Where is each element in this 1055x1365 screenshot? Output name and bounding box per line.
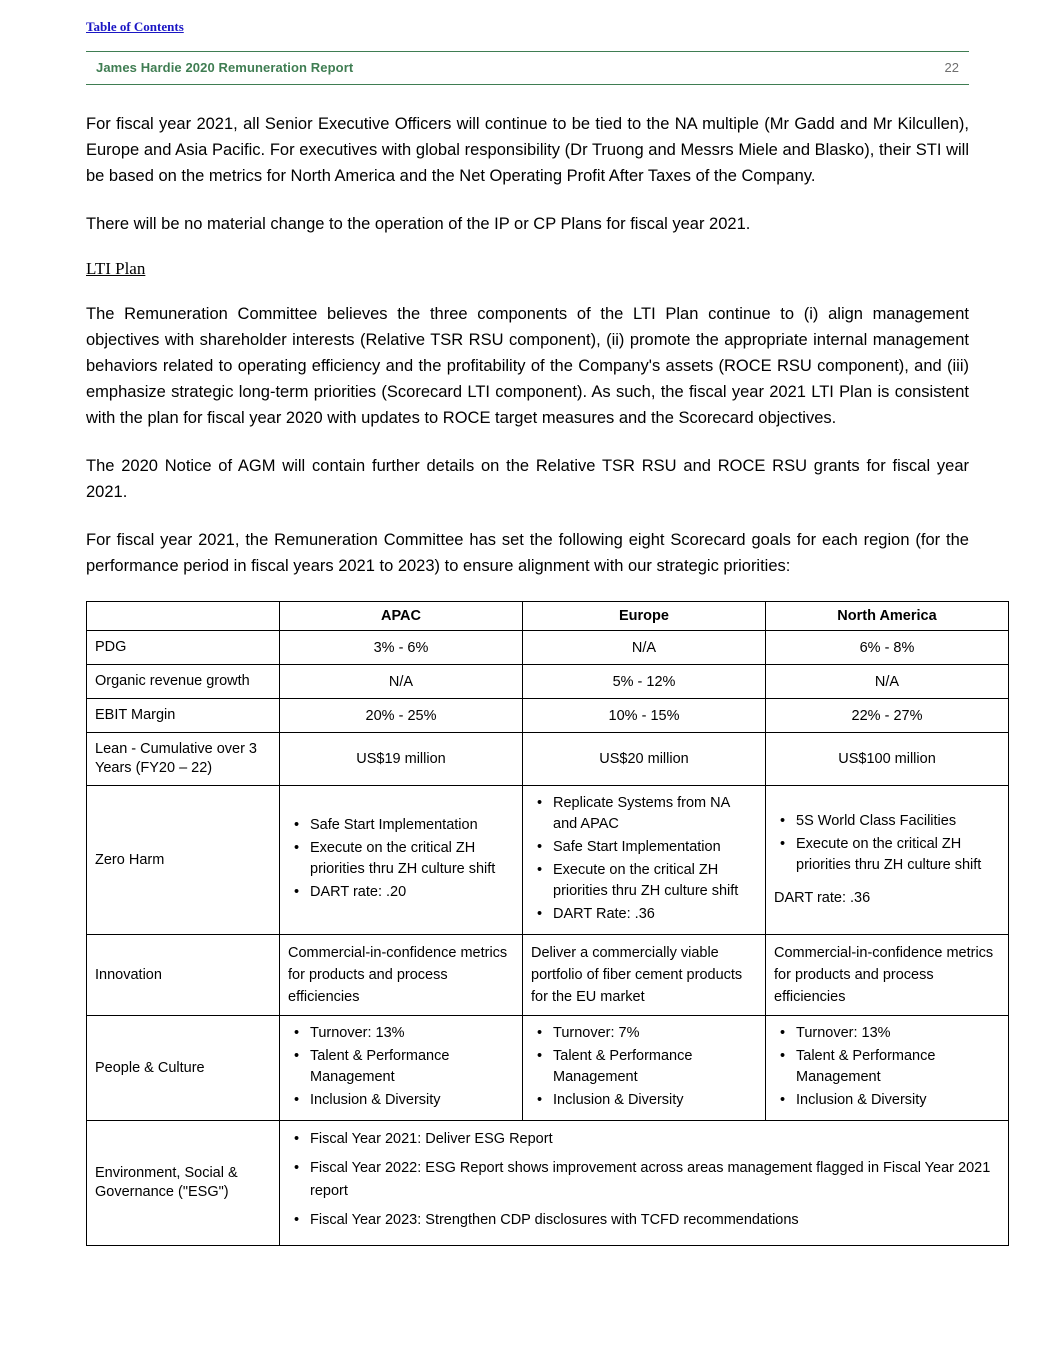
table-row — [87, 935, 1009, 1016]
table-row — [87, 631, 1009, 665]
list-item: • Execute on the critical ZH priorities thru ZH culture shift — [794, 834, 1000, 876]
cell-innovation-europe: Deliver a commercially viable portfolio of fiber cement products for the EU market — [523, 935, 766, 1016]
cell-organic-na: N/A — [766, 665, 1009, 699]
section-heading-lti-plan: LTI Plan — [86, 259, 146, 278]
bullet-list — [531, 1023, 757, 1111]
bullet-list — [531, 793, 757, 925]
bullet-list — [288, 815, 514, 903]
row-label-lean-cumulative: Lean - Cumulative over 3 Years (FY20 – 22) — [87, 733, 280, 786]
cell-people-europe — [523, 1016, 766, 1121]
scorecard-goals-table — [86, 601, 1009, 1246]
cell-lean-na: US$100 million — [766, 733, 1009, 786]
list-item: • Inclusion & Diversity — [308, 1090, 514, 1111]
list-item: • Inclusion & Diversity — [551, 1090, 757, 1111]
report-title: James Hardie 2020 Remuneration Report — [96, 60, 354, 75]
page-number: 22 — [944, 60, 959, 75]
cell-zero-harm-apac — [280, 786, 523, 935]
list-item: • Inclusion & Diversity — [794, 1090, 1000, 1111]
page-header — [86, 52, 969, 85]
cell-ebit-na: 22% - 27% — [766, 699, 1009, 733]
table-of-contents-link[interactable]: Table of Contents — [86, 19, 184, 34]
cell-innovation-na: Commercial-in-confidence metrics for products and process efficiencies — [766, 935, 1009, 1016]
cell-people-apac — [280, 1016, 523, 1121]
cell-zero-harm-europe — [523, 786, 766, 935]
paragraph-4: The 2020 Notice of AGM will contain further details on the Relative TSR RSU and ROCE RSU grants for fiscal year 2021. — [86, 457, 969, 501]
cell-pdg-apac: 3% - 6% — [280, 631, 523, 665]
row-label-ebit-margin: EBIT Margin — [87, 699, 280, 733]
cell-organic-europe: 5% - 12% — [523, 665, 766, 699]
bullet-list — [774, 1023, 1000, 1111]
row-label-esg: Environment, Social & Governance ("ESG") — [87, 1121, 280, 1246]
column-header-apac: APAC — [280, 602, 523, 631]
list-item: • Safe Start Implementation — [308, 815, 514, 836]
list-item: • Fiscal Year 2021: Deliver ESG Report — [308, 1128, 1000, 1151]
table-row — [87, 1016, 1009, 1121]
list-item: • Turnover: 7% — [551, 1023, 757, 1044]
list-item: • DART rate: .20 — [308, 882, 514, 903]
list-item: • DART Rate: .36 — [551, 904, 757, 925]
cell-pdg-na: 6% - 8% — [766, 631, 1009, 665]
list-item: • Fiscal Year 2023: Strengthen CDP disclosures with TCFD recommendations — [308, 1209, 1000, 1232]
list-item: • Safe Start Implementation — [551, 837, 757, 858]
list-item: • Turnover: 13% — [794, 1023, 1000, 1044]
cell-innovation-apac: Commercial-in-confidence metrics for products and process efficiencies — [280, 935, 523, 1016]
column-header-europe: Europe — [523, 602, 766, 631]
list-item: • Talent & Performance Management — [551, 1046, 757, 1088]
cell-lean-europe: US$20 million — [523, 733, 766, 786]
table-row — [87, 699, 1009, 733]
list-item: • Execute on the critical ZH priorities thru ZH culture shift — [551, 860, 757, 902]
list-item: • Turnover: 13% — [308, 1023, 514, 1044]
paragraph-3: The Remuneration Committee believes the three components of the LTI Plan continue to (i) align management objectives with shareholder interests (Relative TSR RSU component), (ii) promote the appropriate internal management behaviors related to operating efficiency and the profitability of the Company's assets (ROCE RSU component), and (iii) emphasize strategic long-term priorities (Scorecard LTI component). As such, the fiscal year 2021 LTI Plan is consistent with the plan for fiscal year 2020 with updates to ROCE target measures and the Scorecard objectives. — [86, 305, 969, 427]
row-label-zero-harm: Zero Harm — [87, 786, 280, 935]
list-item: • Talent & Performance Management — [794, 1046, 1000, 1088]
cell-ebit-apac: 20% - 25% — [280, 699, 523, 733]
paragraph-1: For fiscal year 2021, all Senior Executive Officers will continue to be tied to the NA multiple (Mr Gadd and Mr Kilcullen), Europe and Asia Pacific. For executives with global responsibility (Dr Truong and Messrs Miele and Blasko), their STI will be based on the metrics for North America and the Net Operating Profit After Taxes of the Company. — [86, 115, 969, 185]
row-label-organic-revenue-growth: Organic revenue growth — [87, 665, 280, 699]
row-label-people-culture: People & Culture — [87, 1016, 280, 1121]
cell-esg-all-regions — [280, 1121, 1009, 1246]
table-row — [87, 1121, 1009, 1246]
column-header-north-america: North America — [766, 602, 1009, 631]
list-item: • Fiscal Year 2022: ESG Report shows improvement across areas management flagged in Fiscal Year 2021 report — [308, 1157, 1000, 1203]
list-item: • Replicate Systems from NA and APAC — [551, 793, 757, 835]
cell-lean-apac: US$19 million — [280, 733, 523, 786]
bullet-list — [288, 1023, 514, 1111]
list-item: • Execute on the critical ZH priorities thru ZH culture shift — [308, 838, 514, 880]
cell-zero-harm-na-dart: DART rate: .36 — [774, 890, 871, 906]
list-item: • Talent & Performance Management — [308, 1046, 514, 1088]
cell-pdg-europe: N/A — [523, 631, 766, 665]
paragraph-2: There will be no material change to the operation of the IP or CP Plans for fiscal year 2021. — [86, 215, 751, 233]
table-row — [87, 786, 1009, 935]
table-row — [87, 733, 1009, 786]
column-header-blank — [87, 602, 280, 631]
bullet-list — [774, 811, 1000, 876]
cell-zero-harm-na — [766, 786, 1009, 935]
table-row — [87, 665, 1009, 699]
list-item: • 5S World Class Facilities — [794, 811, 1000, 832]
bullet-list — [288, 1128, 1000, 1232]
cell-people-na — [766, 1016, 1009, 1121]
row-label-innovation: Innovation — [87, 935, 280, 1016]
paragraph-5: For fiscal year 2021, the Remuneration Committee has set the following eight Scorecard goals for each region (for the performance period in fiscal years 2021 to 2023) to ensure alignment with our strategic priorities: — [86, 531, 969, 575]
cell-organic-apac: N/A — [280, 665, 523, 699]
table-header-row — [87, 602, 1009, 631]
row-label-pdg: PDG — [87, 631, 280, 665]
cell-ebit-europe: 10% - 15% — [523, 699, 766, 733]
